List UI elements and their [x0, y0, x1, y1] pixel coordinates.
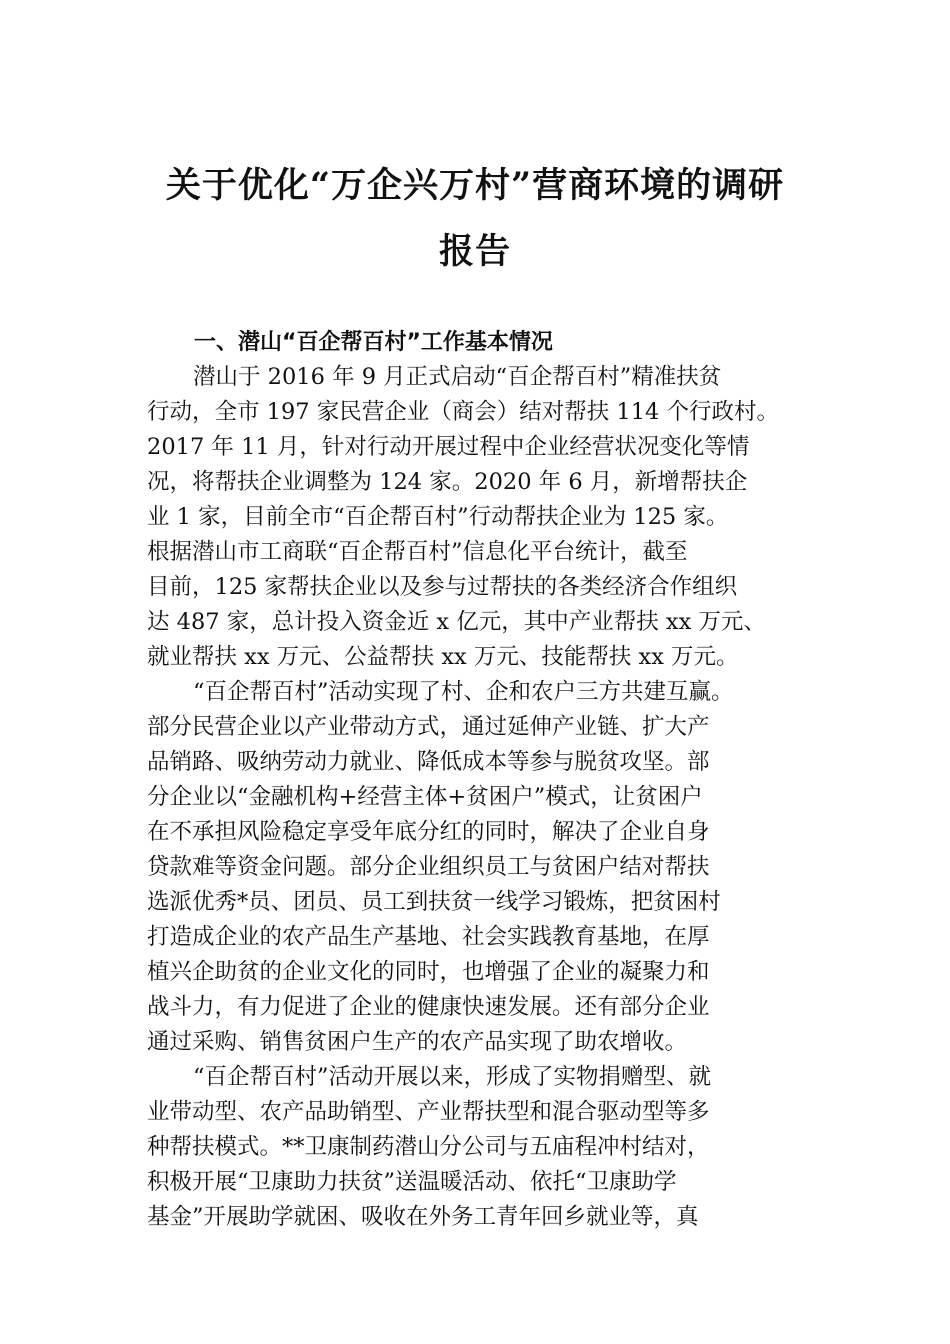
body-line: 达 487 家，总计投入资金近 x 亿元，其中产业帮扶 xx 万元、	[147, 609, 766, 635]
body-line: 通过采购、销售贫困户生产的农产品实现了助农增收。	[147, 1029, 688, 1055]
body-line: 业带动型、农产品助销型、产业帮扶型和混合驱动型等多	[147, 1099, 710, 1125]
body-line: 贷款难等资金问题。部分企业组织员工与贫困户结对帮扶	[147, 854, 710, 880]
body-line: 基金”开展助学就困、吸收在外务工青年回乡就业等，真	[147, 1204, 699, 1230]
body-line: 选派优秀*员、团员、员工到扶贫一线学习锻炼，把贫困村	[147, 889, 721, 915]
body-line: 植兴企助贫的企业文化的同时，也增强了企业的凝聚力和	[147, 959, 710, 985]
document-body	[147, 360, 807, 1235]
body-line: 行动，全市 197 家民营企业（商会）结对帮扶 114 个行政村。	[147, 399, 780, 425]
body-line: 目前，125 家帮扶企业以及参与过帮扶的各类经济合作组织	[147, 574, 738, 600]
body-line: 积极开展“卫康助力扶贫”送温暖活动、依托“卫康助学	[147, 1169, 677, 1195]
body-line: 种帮扶模式。**卫康制药潜山分公司与五庙程冲村结对，	[147, 1134, 710, 1160]
body-line: 分企业以“金融机构+经营主体+贫困户”模式，让贫困户	[147, 784, 703, 810]
body-line: 部分民营企业以产业带动方式，通过延伸产业链、扩大产	[147, 714, 710, 740]
body-line: 况，将帮扶企业调整为 124 家。2020 年 6 月，新增帮扶企	[147, 469, 748, 495]
body-line: 打造成企业的农产品生产基地、社会实践教育基地，在厚	[147, 924, 710, 950]
document-title-line-1: 关于优化“万企兴万村”营商环境的调研	[165, 165, 785, 206]
document-title-line-2: 报告	[438, 231, 511, 272]
section-heading: 一、潜山“百企帮百村”工作基本情况	[194, 330, 553, 355]
body-line: “百企帮百村”活动开展以来，形成了实物捐赠型、就	[193, 1064, 712, 1090]
body-line: 品销路、吸纳劳动力就业、降低成本等参与脱贫攻坚。部	[147, 749, 710, 775]
body-line: “百企帮百村”活动实现了村、企和农户三方共建互赢。	[193, 679, 734, 705]
body-line: 2017 年 11 月，针对行动开展过程中企业经营状况变化等情	[147, 434, 750, 460]
body-line: 战斗力，有力促进了企业的健康快速发展。还有部分企业	[147, 994, 710, 1020]
body-line: 在不承担风险稳定享受年底分红的同时，解决了企业自身	[147, 819, 710, 845]
body-line: 业 1 家，目前全市“百企帮百村”行动帮扶企业为 125 家。	[147, 504, 729, 530]
body-line: 根据潜山市工商联“百企帮百村”信息化平台统计，截至	[147, 539, 688, 565]
body-line: 潜山于 2016 年 9 月正式启动“百企帮百村”精准扶贫	[193, 364, 722, 390]
body-line: 就业帮扶 xx 万元、公益帮扶 xx 万元、技能帮扶 xx 万元。	[147, 644, 739, 670]
